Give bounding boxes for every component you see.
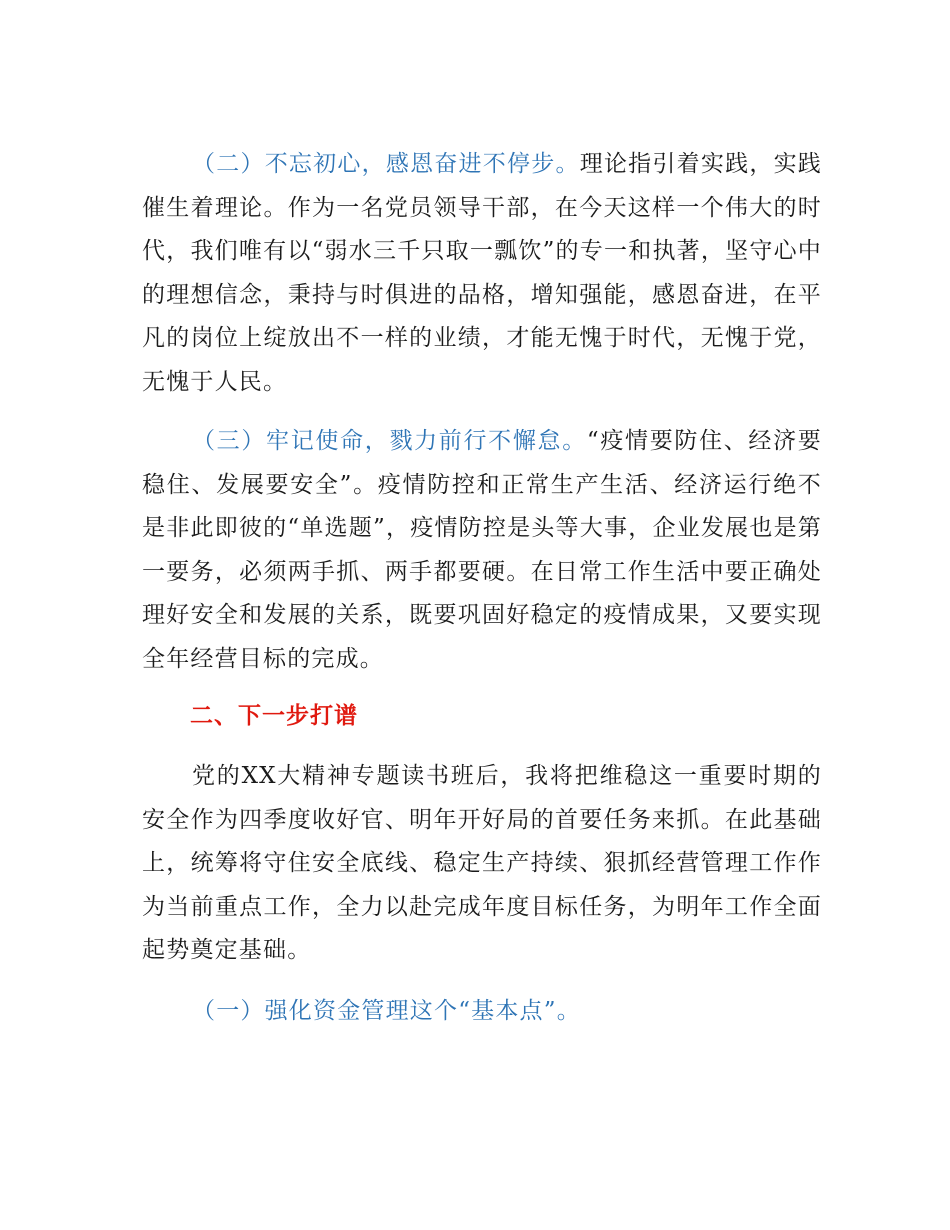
paragraph-keep-mission — [142, 420, 822, 681]
section-heading-next-steps: 二、下一步打谱 — [190, 703, 358, 729]
paragraph-fund-management — [142, 990, 822, 1034]
subheading-keep-mission: （三）牢记使命，戮力前行不懈怠。 — [192, 428, 587, 454]
paragraph-text — [142, 143, 822, 404]
paragraph-body: “疫情要防住、经济要稳住、发展要安全”。疫情防控和正常生产生活、经济运行绝不是非此即彼的“单选题”，疫情防控是头等大事，企业发展也是第一要务，必须两手抓、两手都要硬。在日常工作生活中要正确处理好安全和发展的关系，既要巩固好稳定的疫情成果，又要实现全年经营目标的完成。 — [142, 428, 822, 672]
paragraph-text — [142, 990, 822, 1034]
paragraph-text — [142, 420, 822, 681]
paragraph-body: 党的XX大精神专题读书班后，我将把维稳这一重要时期的安全作为四季度收好官、明年开好局的首要任务来抓。在此基础上，统筹将守住安全底线、稳定生产持续、狠抓经营管理工作作为当前重点工作，全力以赴完成年度目标任务，为明年工作全面起势奠定基础。 — [142, 763, 822, 963]
subheading-fund-management: （一）强化资金管理这个“基本点”。 — [192, 998, 581, 1024]
paragraph-body: 理论指引着实践，实践催生着理论。作为一名党员领导干部，在今天这样一个伟大的时代，我们唯有以“弱水三千只取一瓢饮”的专一和执著，坚守心中的理想信念，秉持与时俱进的品格，增知强能，感恩奋进，在平凡的岗位上绽放出不一样的业绩，才能无愧于时代，无愧于党，无愧于人民。 — [142, 151, 823, 395]
paragraph-stay-true — [142, 143, 822, 404]
paragraph-next-steps — [142, 755, 822, 973]
subheading-stay-true: （二）不忘初心，感恩奋进不停步。 — [192, 151, 580, 177]
